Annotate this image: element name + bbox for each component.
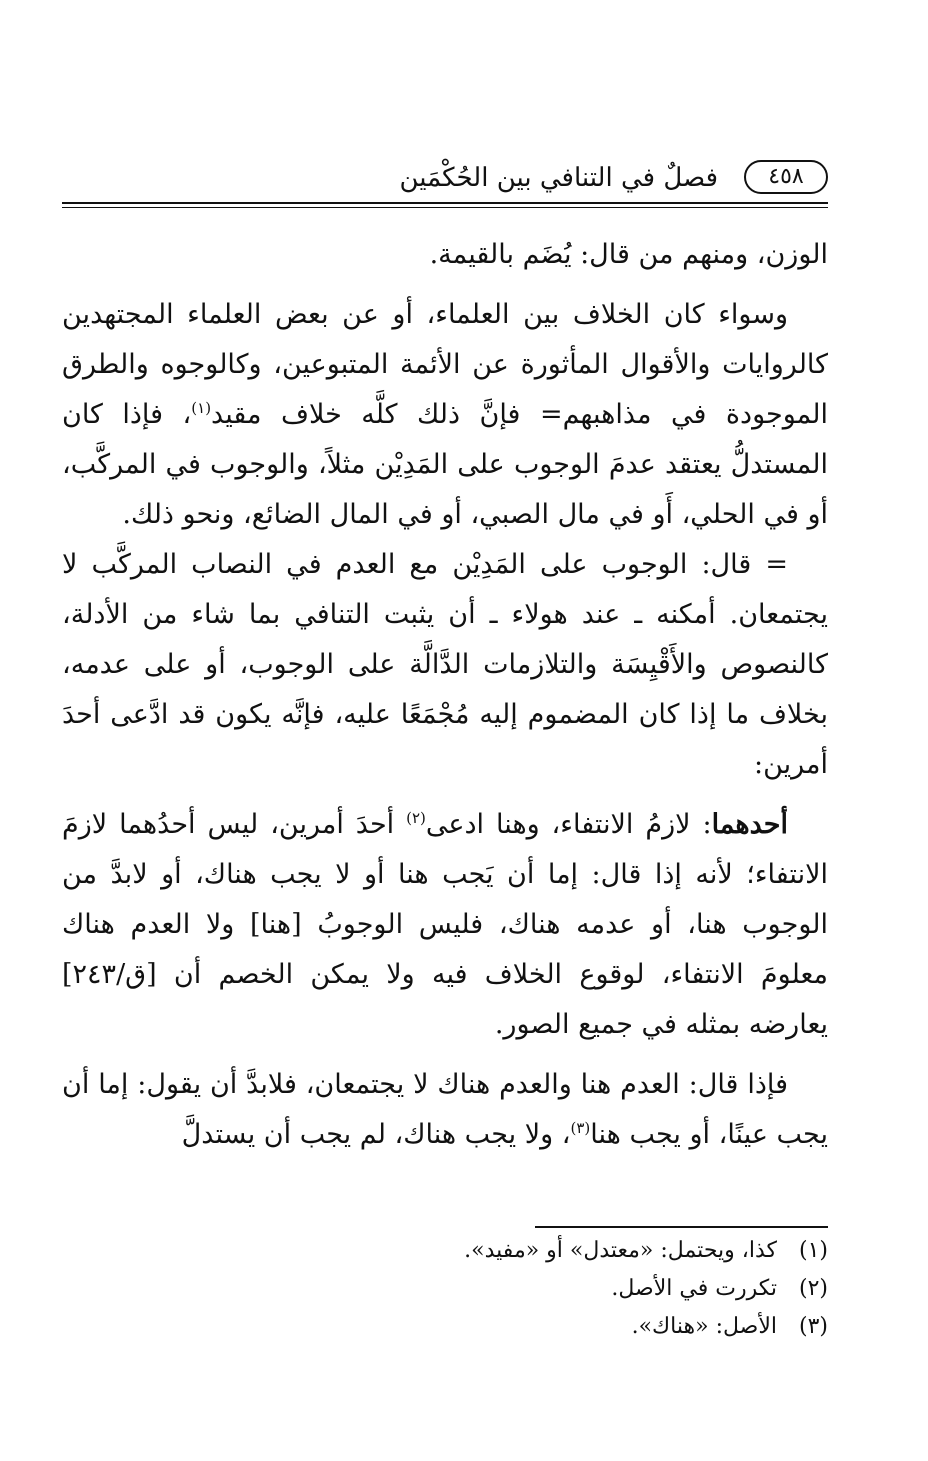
paragraph-4-lead: أحدهما	[711, 809, 789, 840]
paragraph-2-text-b: ، فإذا كان المستدلُّ يعتقد عدمَ الوجوب على المَدِيْن مثلاً، والوجوب في المركَّب، أو في الحلي، أَو في مال الصبي، أو في المال الضائع، ونحو ذلك.	[62, 399, 828, 530]
paragraph-3: = قال: الوجوب على المَدِيْن مع العدم في النصاب المركَّب لا يجتمعان. أمكنه ـ عند هولاء ـ أن يثبت التنافي بما شاء من الأدلة، كالنصوص والأَقْيِسَة والتلازمات الدَّالَّة على الوجوب، أو على عدمه، بخلاف ما إذا كان المضموم إليه مُجْمَعًا عليه، فإنَّه يكون قد ادَّعى أحدَ أمرين:	[62, 549, 828, 780]
paragraph-2-text-a: وسواء كان الخلاف بين العلماء، أو عن بعض العلماء المجتهدين كالروايات والأقوال المأثورة عن الأئمة المتبوعين، وكالوجوه والطرق الموجودة في مذاهبهم= فإنَّ ذلك كلَّه خلاف مقيد	[62, 299, 828, 430]
footnote-2	[62, 1270, 828, 1308]
running-title: فصلٌ في التنافي بين الحُكْمَين	[399, 163, 718, 193]
footnote-ref-1[interactable]: (١)	[191, 399, 212, 417]
footnote-number: (٣)	[798, 1314, 828, 1339]
paragraph-5-text-a: فإذا قال: العدم هنا والعدم هناك لا يجتمعان، فلابدَّ أن يقول: إما أن يجب عينًا، أو يجب هنا	[62, 1069, 828, 1150]
footnote-number: (٢)	[798, 1276, 828, 1301]
footnote-3	[62, 1308, 828, 1346]
footnote-ref-3[interactable]: (٣)	[570, 1119, 591, 1137]
footnote-text: الأصل: «هناك».	[631, 1314, 777, 1339]
paragraph-4-text-b: أحدَ أمرين، ليس أحدُهما لازمَ الانتفاء؛ لأنه إذا قال: إما أن يَجب هنا أو لا يجب هناك، أو لابدَّ من الوجوب هنا، أو عدمه هناك، فليس الوجوبُ [هنا] ولا العدم هناك معلومَ الانتفاء، لوقوع الخلاف فيه ولا يمكن الخصم أن [ق/٢٤٣] يعارضه بمثله في جميع الصور.	[62, 809, 828, 1040]
footnotes	[62, 1232, 828, 1346]
footnote-text: تكررت في الأصل.	[611, 1276, 777, 1301]
page-number: ٤٥٨	[744, 160, 828, 194]
header-rule-thin	[62, 207, 828, 208]
paragraph-2	[62, 290, 828, 540]
page-header	[62, 160, 828, 202]
paragraph-4-text-a: : لازمُ الانتفاء، وهنا ادعى	[425, 809, 712, 840]
paragraph-4	[62, 800, 828, 1050]
header-rule-thick	[62, 202, 828, 204]
paragraph-5	[62, 1060, 828, 1160]
paragraph-1: الوزن، ومنهم من قال: يُضَم بالقيمة.	[429, 239, 828, 270]
paragraph-5-text-b: ، ولا يجب هناك، لم يجب أن يستدلَّ	[181, 1119, 571, 1150]
footnote-number: (١)	[798, 1238, 828, 1263]
main-text	[62, 230, 828, 1160]
footnote-ref-2[interactable]: (٢)	[406, 809, 426, 827]
footnote-1	[62, 1232, 828, 1270]
footnote-separator	[535, 1226, 828, 1228]
footnote-text: كذا، ويحتمل: «معتدل» أو «مفيد».	[464, 1238, 777, 1263]
